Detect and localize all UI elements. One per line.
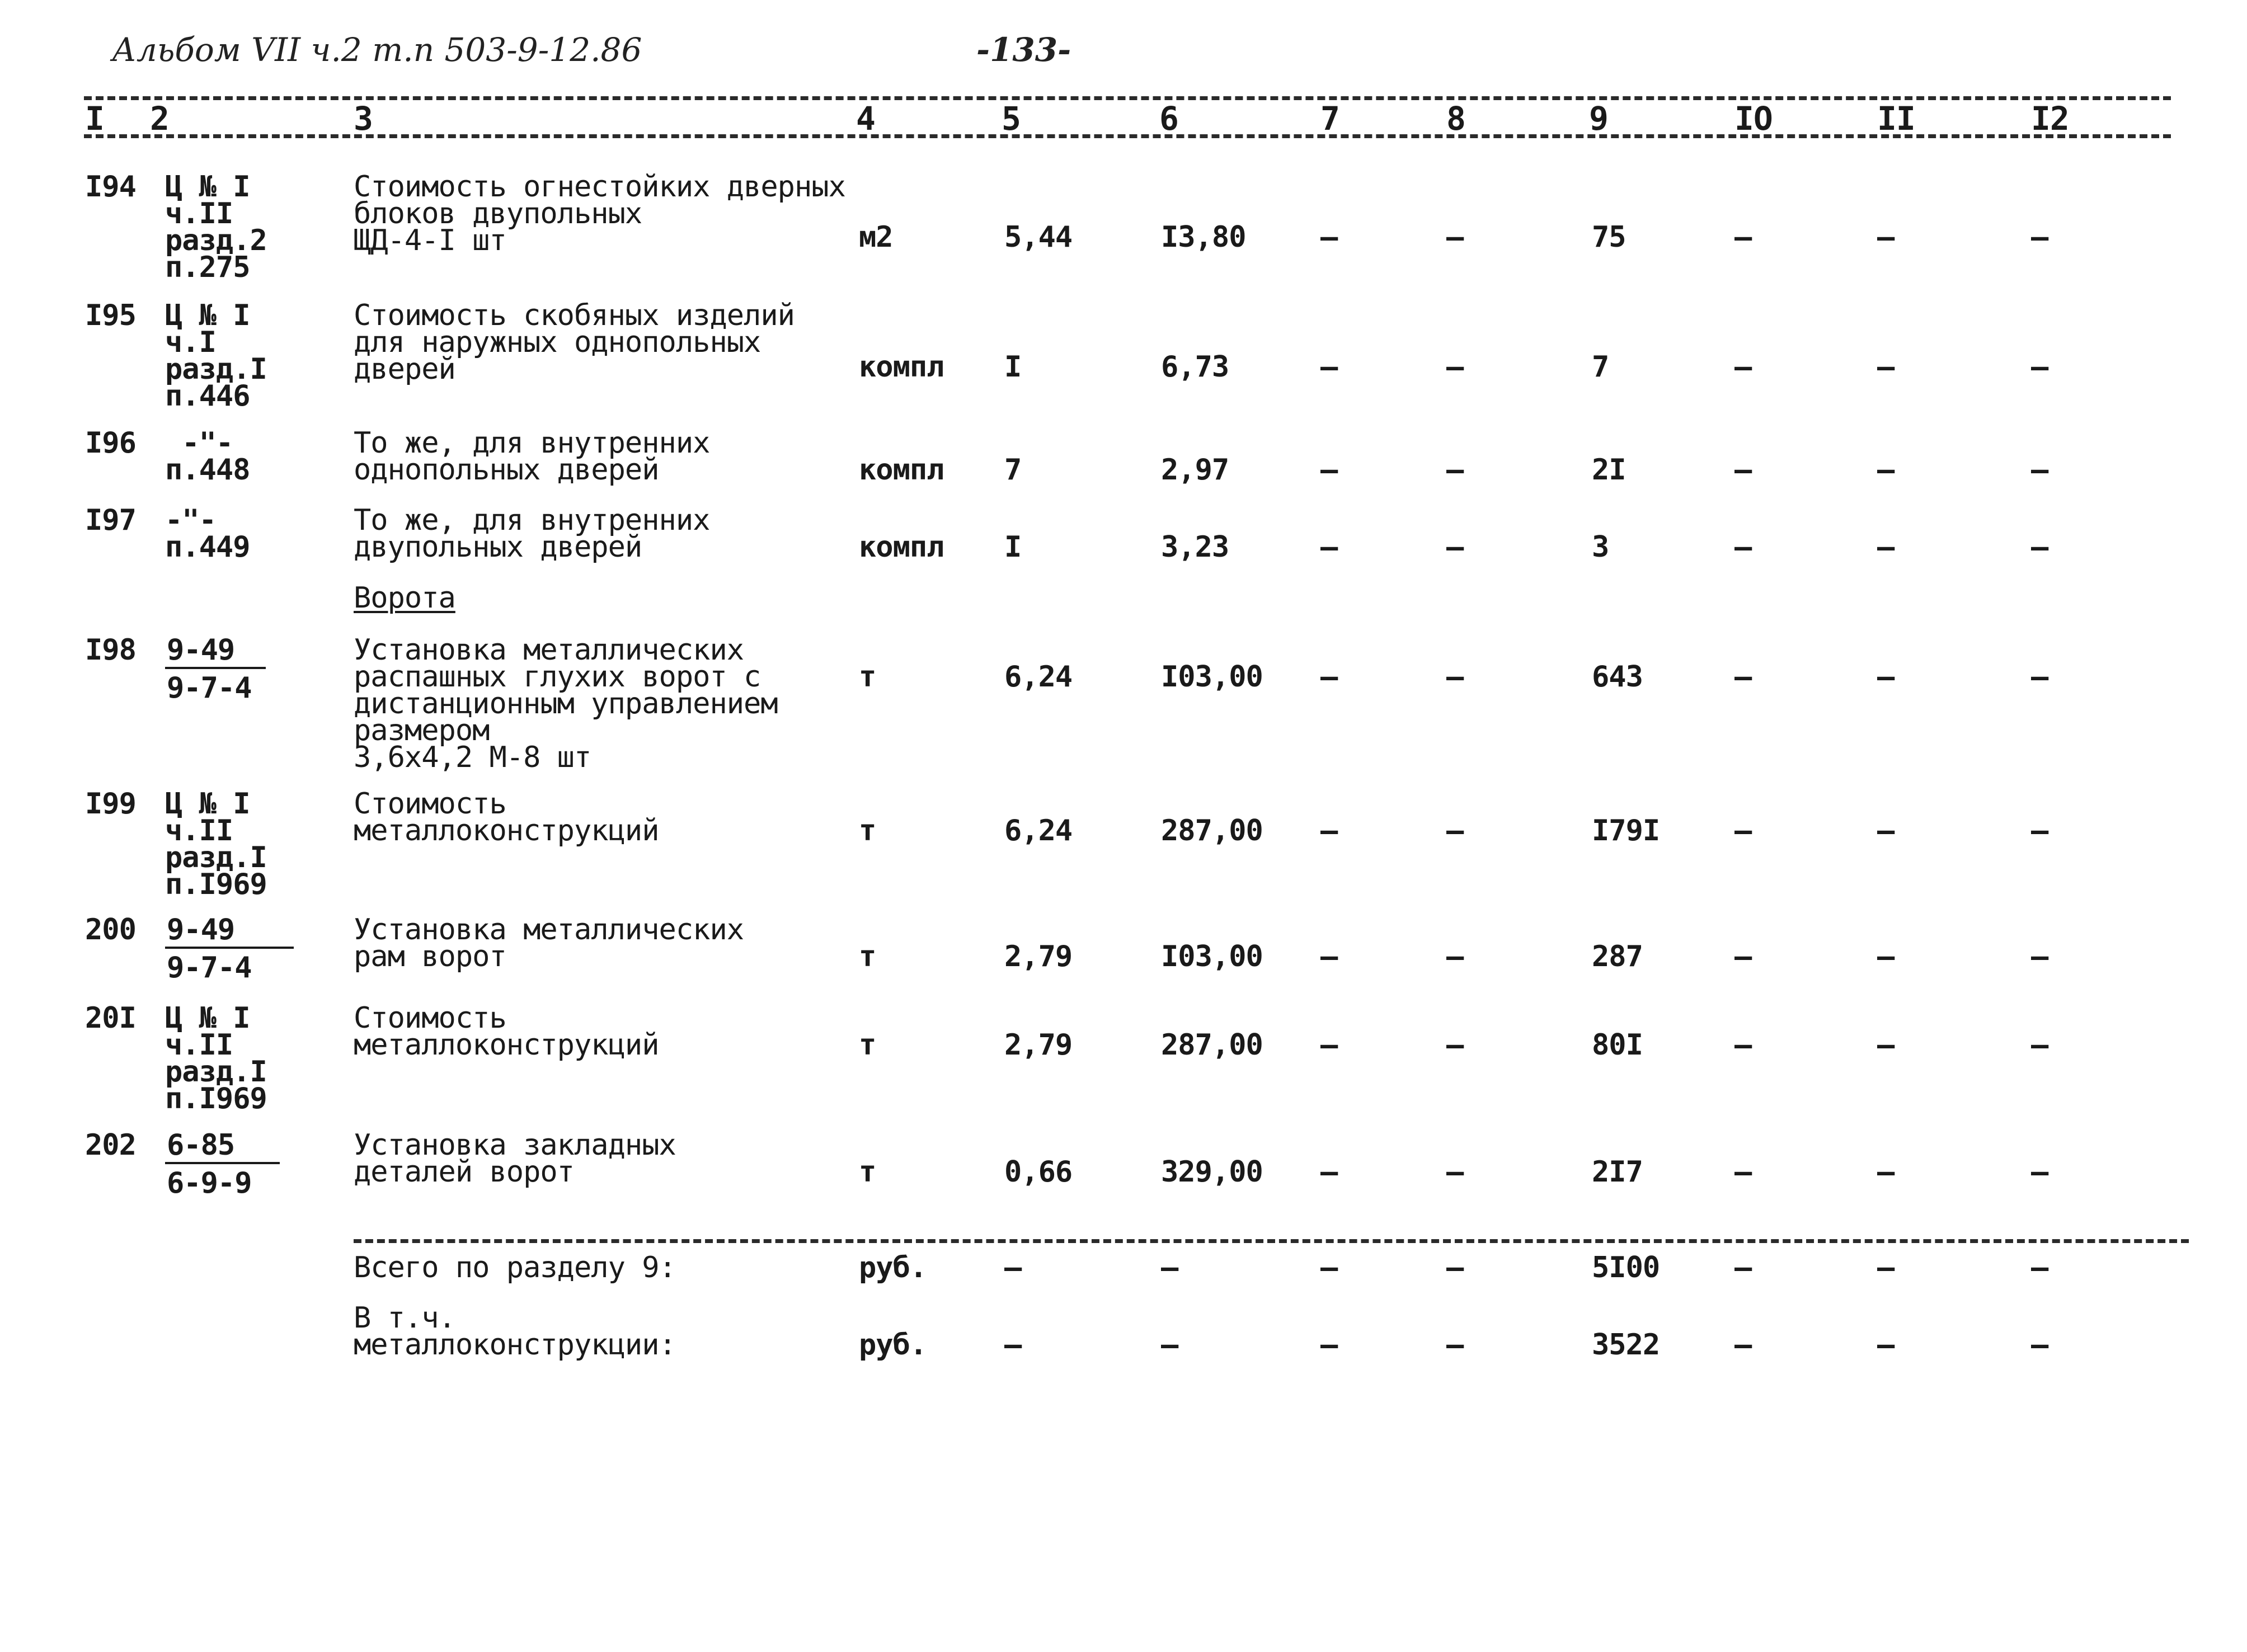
row-col11: – [1877,220,1895,254]
totals-qty: – [1004,1328,1022,1362]
totals-total: 3522 [1592,1328,1660,1362]
totals-description: Всего по разделу 9: [354,1251,676,1284]
totals-col7: – [1320,1251,1338,1284]
row-col12: – [2031,350,2048,384]
row-code-top: 9-49 [167,633,235,667]
row-col8: – [1446,814,1464,848]
row-unit: т [859,1155,876,1189]
row-total: I79I [1592,814,1660,848]
row-col11: – [1877,1155,1895,1189]
row-number: I99 [85,787,136,821]
row-number: I97 [85,503,136,537]
code-fraction-line [165,947,294,949]
col-header-9: 9 [1589,100,1608,138]
col-header-11: II [1877,100,1915,138]
row-code: Ц № I ч.II разд.2 п.275 [165,170,267,284]
row-price: 287,00 [1161,814,1263,848]
row-col7: – [1320,1028,1338,1062]
row-total: 287 [1592,940,1643,973]
row-col8: – [1446,660,1464,694]
row-col12: – [2031,940,2048,973]
row-total: 7 [1592,350,1609,384]
totals-col12: – [2031,1251,2048,1284]
page-number: -133- [976,31,1071,69]
row-total: 3 [1592,530,1609,564]
row-price: 287,00 [1161,1028,1263,1062]
totals-col12: – [2031,1328,2048,1362]
row-unit: т [859,660,876,694]
row-col7: – [1320,453,1338,487]
row-description: Стоимость скобяных изделий для наружных однопольных дверей [354,299,795,386]
row-col11: – [1877,1028,1895,1062]
row-code: -"- п.449 [165,503,250,564]
row-col8: – [1446,453,1464,487]
section-heading: Ворота [354,581,455,615]
row-description: Стоимость огнестойких дверных блоков двупольных ЩД-4-I шт [354,170,845,257]
row-col8: – [1446,940,1464,973]
totals-price: – [1161,1328,1178,1362]
col-header-12: I2 [2031,100,2069,138]
totals-col10: – [1734,1328,1752,1362]
row-number: I98 [85,633,136,667]
row-col8: – [1446,530,1464,564]
col-header-2: 2 [150,100,169,138]
row-code: -"- п.448 [165,426,250,487]
row-col12: – [2031,660,2048,694]
row-number: I95 [85,299,136,332]
row-col11: – [1877,660,1895,694]
row-col10: – [1734,220,1752,254]
row-description: Стоимость металлоконструкций [354,1001,659,1062]
header-rule-top [84,96,2171,100]
row-number: 200 [85,913,136,947]
row-col12: – [2031,453,2048,487]
row-description: Установка закладных деталей ворот [354,1128,676,1189]
row-code: Ц № I ч.I разд.I п.446 [165,299,267,413]
row-number: I94 [85,170,136,204]
row-unit: м2 [859,220,893,254]
row-qty: 2,79 [1004,940,1073,973]
totals-col8: – [1446,1328,1464,1362]
row-price: I03,00 [1161,660,1263,694]
row-code-bottom: 6-9-9 [167,1166,252,1200]
row-unit: компл [859,350,944,384]
row-description: Установка металлических рам ворот [354,913,744,973]
row-code-top: 9-49 [167,913,235,947]
row-col7: – [1320,350,1338,384]
row-unit: компл [859,453,944,487]
row-col12: – [2031,814,2048,848]
row-col11: – [1877,814,1895,848]
row-total: 75 [1592,220,1626,254]
totals-price: – [1161,1251,1178,1284]
row-col7: – [1320,940,1338,973]
row-price: 3,23 [1161,530,1229,564]
row-unit: т [859,940,876,973]
row-qty: 6,24 [1004,660,1073,694]
row-col12: – [2031,1028,2048,1062]
totals-col8: – [1446,1251,1464,1284]
row-col10: – [1734,350,1752,384]
totals-description: В т.ч. металлоконструкции: [354,1301,676,1362]
row-total: 2I [1592,453,1626,487]
col-header-8: 8 [1446,100,1465,138]
row-unit: компл [859,530,944,564]
row-number: I96 [85,426,136,460]
row-col11: – [1877,453,1895,487]
row-col10: – [1734,530,1752,564]
row-col12: – [2031,1155,2048,1189]
col-header-10: IO [1734,100,1773,138]
row-code-bottom: 9-7-4 [167,671,252,705]
row-col11: – [1877,350,1895,384]
row-col10: – [1734,660,1752,694]
row-col10: – [1734,814,1752,848]
row-col7: – [1320,1155,1338,1189]
album-header: Альбом VII ч.2 т.п 503-9-12.86 [112,31,642,69]
totals-unit: руб. [859,1251,927,1284]
row-col7: – [1320,220,1338,254]
row-code: Ц № I ч.II разд.I п.I969 [165,787,267,901]
totals-total: 5I00 [1592,1251,1660,1284]
row-number: 20I [85,1001,136,1035]
row-qty: I [1004,350,1022,384]
row-col8: – [1446,1155,1464,1189]
row-price: I3,80 [1161,220,1246,254]
row-total: 2I7 [1592,1155,1643,1189]
row-qty: 6,24 [1004,814,1073,848]
row-total: 80I [1592,1028,1643,1062]
row-col10: – [1734,1155,1752,1189]
row-qty: 0,66 [1004,1155,1073,1189]
row-col8: – [1446,1028,1464,1062]
row-col7: – [1320,814,1338,848]
totals-col7: – [1320,1328,1338,1362]
row-code-top: 6-85 [167,1128,235,1162]
totals-qty: – [1004,1251,1022,1284]
row-col8: – [1446,350,1464,384]
header-rule-bottom [84,134,2171,138]
row-unit: т [859,1028,876,1062]
row-description: То же, для внутренних двупольных дверей [354,503,710,564]
row-qty: 7 [1004,453,1022,487]
row-unit: т [859,814,876,848]
row-col7: – [1320,530,1338,564]
row-col7: – [1320,660,1338,694]
row-price: I03,00 [1161,940,1263,973]
row-price: 2,97 [1161,453,1229,487]
row-description: Стоимость металлоконструкций [354,787,659,848]
row-col10: – [1734,1028,1752,1062]
row-number: 202 [85,1128,136,1162]
row-description: Установка металлических распашных глухих ворот с дистанционным управлением размером 3,6х4,2 М-8 шт [354,633,778,774]
row-col11: – [1877,530,1895,564]
row-col12: – [2031,530,2048,564]
row-col11: – [1877,940,1895,973]
col-header-5: 5 [1002,100,1021,138]
row-description: То же, для внутренних однопольных дверей [354,426,710,487]
row-col12: – [2031,220,2048,254]
code-fraction-line [165,1162,280,1164]
row-col8: – [1446,220,1464,254]
row-price: 6,73 [1161,350,1229,384]
col-header-3: 3 [354,100,373,138]
totals-unit: руб. [859,1328,927,1362]
totals-col11: – [1877,1251,1895,1284]
row-price: 329,00 [1161,1155,1263,1189]
totals-col11: – [1877,1328,1895,1362]
row-col10: – [1734,940,1752,973]
totals-col10: – [1734,1251,1752,1284]
col-header-7: 7 [1320,100,1339,138]
row-code-bottom: 9-7-4 [167,951,252,985]
code-fraction-line [165,667,266,669]
col-header-4: 4 [856,100,875,138]
col-header-1: I [85,100,104,138]
row-qty: I [1004,530,1022,564]
row-total: 643 [1592,660,1643,694]
row-qty: 2,79 [1004,1028,1073,1062]
row-qty: 5,44 [1004,220,1073,254]
row-col10: – [1734,453,1752,487]
col-header-6: 6 [1159,100,1178,138]
totals-rule [354,1239,2189,1243]
row-code: Ц № I ч.II разд.I п.I969 [165,1001,267,1116]
